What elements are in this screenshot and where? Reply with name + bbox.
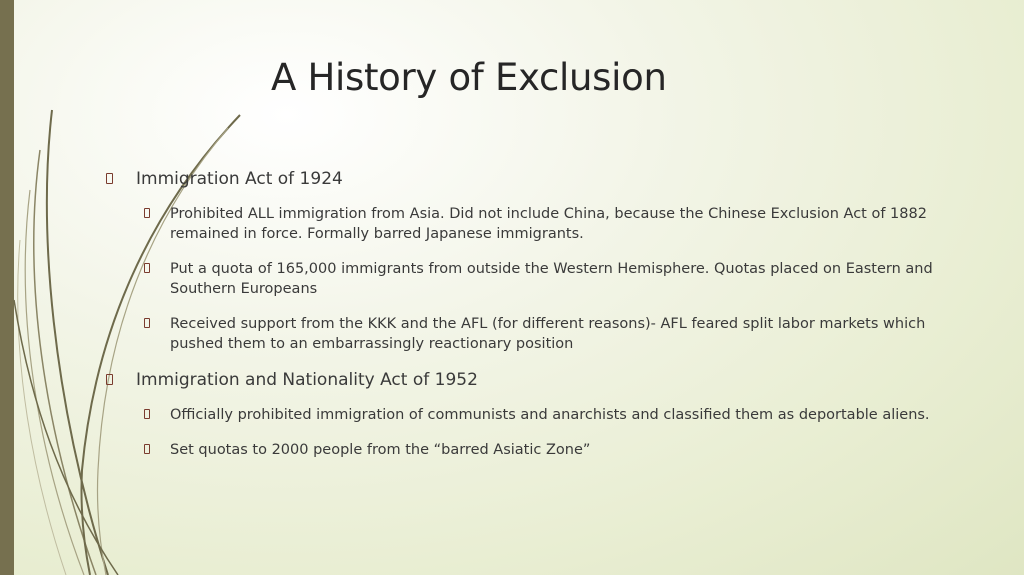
bullet-icon	[144, 409, 150, 419]
bullet-text: Immigration and Nationality Act of 1952	[136, 370, 478, 390]
sub-bullet-text: Put a quota of 165,000 immigrants from outside the Western Hemisphere. Quotas placed on Eastern and Southern Europeans	[170, 261, 933, 297]
sub-bullet-item	[136, 204, 940, 244]
sub-bullet-text: Received support from the KKK and the AFL (for different reasons)- AFL feared split labor markets which pushed them to an embarrassingly reactionary position	[170, 316, 926, 352]
bullet-text: Immigration Act of 1924	[136, 169, 343, 189]
bullet-list	[104, 168, 933, 460]
slide-content	[104, 168, 933, 475]
sub-bullet-item	[136, 314, 940, 354]
bullet-item-immigration-act-1924	[104, 168, 924, 190]
slide-title: A History of Exclusion	[271, 56, 667, 99]
bullet-icon	[144, 444, 150, 454]
curve-line-2	[34, 150, 96, 575]
sub-bullet-text: Officially prohibited immigration of communists and anarchists and classified them as deportable aliens.	[170, 407, 930, 423]
bullet-icon	[144, 263, 150, 273]
sub-bullet-item	[136, 405, 940, 425]
bullet-icon	[144, 318, 150, 328]
bullet-icon	[106, 374, 113, 385]
sub-bullet-item	[136, 259, 940, 299]
curve-line-7	[14, 300, 118, 575]
bullet-item-immigration-nationality-act-1952	[104, 369, 924, 391]
bullet-icon	[144, 208, 150, 218]
bullet-icon	[106, 173, 113, 184]
sub-bullet-item	[136, 440, 940, 460]
sub-bullet-text: Set quotas to 2000 people from the “barred Asiatic Zone”	[170, 442, 591, 458]
sub-bullet-text: Prohibited ALL immigration from Asia. Did not include China, because the Chinese Exclusion Act of 1882 remained in force. Formally barred Japanese immigrants.	[170, 206, 927, 242]
